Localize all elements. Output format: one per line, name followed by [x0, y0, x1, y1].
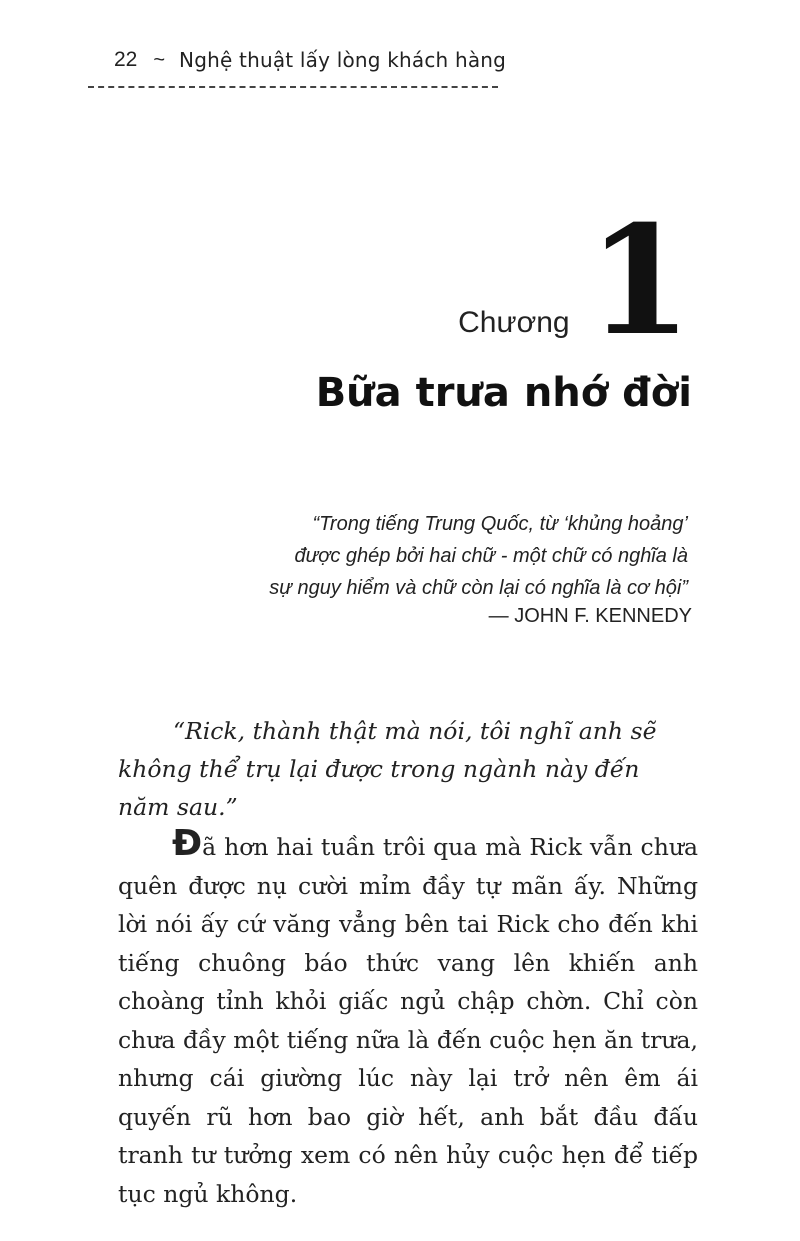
drop-cap: Đ — [172, 823, 203, 864]
page-number: 22 — [114, 48, 138, 71]
body-paragraph — [118, 823, 698, 1213]
chapter-title: Bữa trưa nhớ đời — [315, 370, 692, 416]
book-title: Nghệ thuật lấy lòng khách hàng — [179, 48, 507, 72]
chapter-heading — [458, 193, 692, 369]
epigraph-line: sự nguy hiểm và chữ còn lại có nghĩa là cơ hội” — [269, 577, 688, 599]
header-divider — [88, 86, 498, 88]
chapter-label: Chương — [458, 305, 570, 339]
epigraph — [168, 508, 688, 604]
epigraph-line: được ghép bởi hai chữ - một chữ có nghĩa là — [294, 545, 688, 567]
running-header — [114, 48, 506, 72]
swirl-ornament-icon: ~ — [153, 48, 166, 71]
chapter-number: 1 — [587, 193, 692, 369]
body-text: ã hơn hai tuần trôi qua mà Rick vẫn chưa quên được nụ cười mỉm đầy tự mãn ấy. Những lời nói ấy cứ văng vẳng bên tai Rick cho đến khi tiếng chuông báo thức vang lên khiến anh choàng tỉnh khỏi giấc ngủ chập chờn. Chỉ còn chưa đầy một tiếng nữa là đến cuộc hẹn ăn trưa, nhưng cái giường lúc này lại trở nên êm ái quyến rũ hơn bao giờ hết, anh bắt đầu đấu tranh tư tưởng xem có nên hủy cuộc hẹn để tiếp tục ngủ không. — [118, 833, 698, 1208]
opening-quote: “Rick, thành thật mà nói, tôi nghĩ anh sẽ không thể trụ lại được trong ngành này đến năm sau.” — [118, 717, 657, 821]
epigraph-attribution: — JOHN F. KENNEDY — [488, 605, 692, 627]
epigraph-line: “Trong tiếng Trung Quốc, từ ‘khủng hoảng’ — [312, 513, 688, 535]
